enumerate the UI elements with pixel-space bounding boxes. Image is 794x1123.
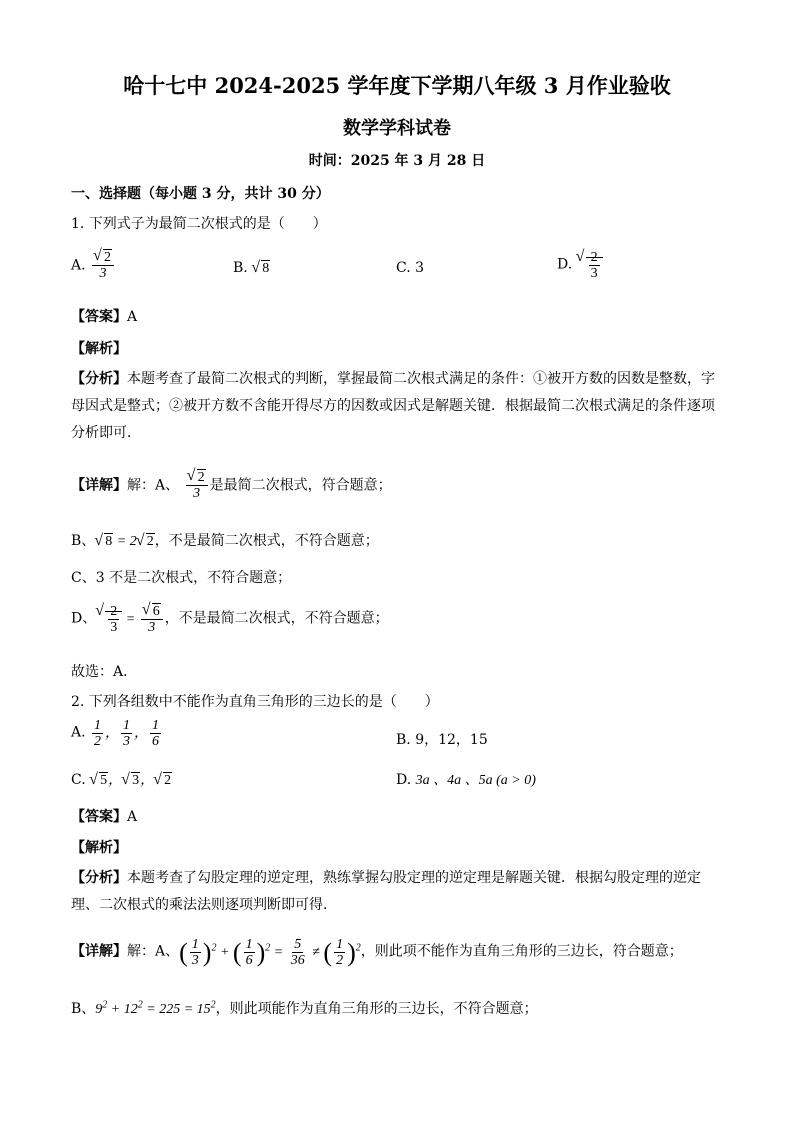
q2-line-b-expr: $9^2 + 12^2 = 225 = 15^2$ xyxy=(95,999,216,1017)
q2-fenxi-tag: 【分析】 xyxy=(71,870,127,886)
q1-answer-value: A xyxy=(127,309,138,325)
q1-option-a-expr: √ $\frac{2}{3}$ xyxy=(92,250,114,281)
q2-line-b xyxy=(71,998,538,1018)
q2-option-c xyxy=(71,769,172,789)
page-title: 哈十七中 2024-2025 学年度下学期八年级 3 月作业验收 xyxy=(123,73,671,98)
q1-option-a-label: A. xyxy=(71,257,86,274)
q2-xiangjie-a-expr: ( $\frac{1}{3}$ )$^2$ + ( $\frac{1}{6}$ )$^2$ = $\frac{5}{36}$ ≠ ( $\frac{1}{2}$ )$^2$ xyxy=(179,937,361,968)
q1-option-d xyxy=(557,250,603,281)
q2-fenxi-text: 本题考查了勾股定理的逆定理，熟练掌握勾股定理的逆定理是解题关键．根据勾股定理的逆定理、二次根式的乘法法则逐项判断即可得． xyxy=(71,870,701,913)
q2-analysis-tag: 【解析】 xyxy=(71,840,127,856)
q1-option-b-label: B. xyxy=(233,260,248,276)
q1-answer xyxy=(71,306,137,326)
q1-option-b-expr: √ 8 xyxy=(252,261,270,277)
q2-option-d-expr: 3a 、4a 、5a (a > 0) xyxy=(415,773,536,788)
q1-line-b-pre: B、 xyxy=(71,533,96,549)
q1-option-b xyxy=(233,260,270,277)
q1-line-d-post: ，不是最简二次根式，不符合题意； xyxy=(164,610,389,627)
page-subtitle: 数学学科试卷 xyxy=(343,118,451,139)
q1-line-d xyxy=(71,604,389,635)
q1-fenxi-tag: 【分析】 xyxy=(71,371,127,387)
q2-option-d xyxy=(396,769,536,789)
q1-stem: 1. 下列式子为最简二次根式的是（ ） xyxy=(71,216,327,232)
q1-option-a xyxy=(71,250,116,281)
q2-answer-value: A xyxy=(127,809,138,825)
q1-line-c: C、3 不是二次根式，不符合题意； xyxy=(71,570,292,586)
q2-line-b-pre: B、 xyxy=(71,1001,96,1017)
q1-option-d-expr: √ $\frac{2}{3}$ xyxy=(577,250,603,281)
q2-answer-tag: 【答案】 xyxy=(71,809,127,825)
q1-option-c: C. 3 xyxy=(396,260,425,276)
q1-xiangjie-tag: 【详解】 xyxy=(71,477,127,494)
q2-xiangjie-a xyxy=(71,937,683,968)
q1-xiangjie-a-pre: 解：A、 xyxy=(127,477,180,494)
q2-stem: 2. 下列各组数中不能作为直角三角形的三边长的是（ ） xyxy=(71,694,439,710)
q2-xiangjie-a-pre: 解：A、 xyxy=(127,943,180,960)
q2-xiangjie-a-post: ，则此项不能作为直角三角形的三边长，符合题意； xyxy=(360,943,683,960)
q2-answer xyxy=(71,806,137,826)
q1-xiangjie-a xyxy=(71,470,392,501)
q1-line-d-pre: D、 xyxy=(71,610,97,627)
q2-option-b: B. 9，12，15 xyxy=(396,732,488,748)
q2-line-b-post: ，则此项能作为直角三角形的三边长，不符合题意； xyxy=(215,1001,538,1017)
q1-answer-tag: 【答案】 xyxy=(71,309,127,325)
q2-option-c-label: C. xyxy=(71,772,86,788)
q2-option-c-expr: √ 5，√ 3，√ 2 xyxy=(90,773,172,788)
q1-fenxi xyxy=(71,366,723,447)
q2-option-a xyxy=(71,718,163,749)
q2-option-a-expr: $\frac{1}{2}$ ， $\frac{1}{3}$ ， $\frac{1}{6}$ xyxy=(94,718,160,749)
section-heading: 一、选择题（每小题 3 分，共计 30 分） xyxy=(71,186,330,202)
q1-line-d-expr: √ $\frac{2}{3}$ = √ $\frac{6}{3}$ xyxy=(96,612,164,627)
exam-date: 时间：2025 年 3 月 28 日 xyxy=(308,153,486,169)
q1-line-b-post: ，不是最简二次根式，不符合题意； xyxy=(154,533,379,549)
q2-option-a-label: A. xyxy=(71,724,86,741)
q1-line-b xyxy=(71,530,379,550)
q1-conclusion: 故选：A． xyxy=(71,664,138,680)
q2-option-d-label: D. xyxy=(396,772,412,788)
q1-analysis-tag: 【解析】 xyxy=(71,341,127,357)
q2-fenxi xyxy=(71,865,723,919)
q1-fenxi-text: 本题考查了最简二次根式的判断，掌握最简二次根式满足的条件：①被开方数的因数是整数，字母因式是整式；②被开方数不含能开得尽方的因数或因式是解题关键．根据最简二次根式满足的条件逐项分析即可． xyxy=(71,371,715,441)
q1-option-d-label: D. xyxy=(557,256,573,273)
q1-xiangjie-a-post: 是最简二次根式，符合题意； xyxy=(209,477,392,494)
q1-line-b-expr: √ 8 = 2√ 2 xyxy=(95,534,154,549)
q1-xiangjie-a-expr: √ $\frac{2}{3}$ xyxy=(186,470,208,501)
q2-xiangjie-tag: 【详解】 xyxy=(71,943,127,960)
